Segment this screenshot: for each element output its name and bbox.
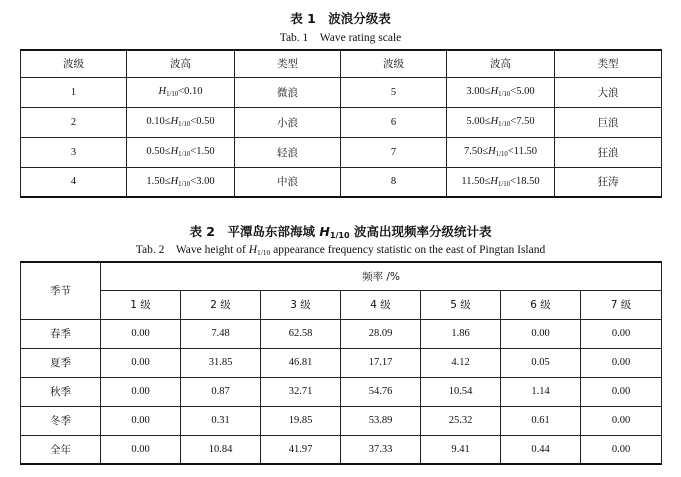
frequency-cell: 32.71 [261,377,341,406]
frequency-cell: 54.76 [341,377,421,406]
frequency-cell: 62.58 [261,319,341,348]
frequency-cell: 0.00 [101,406,181,435]
frequency-cell: 0.00 [581,348,662,377]
table1-caption-en: Tab. 1 Wave rating scale [279,32,402,44]
frequency-cell: 4.12 [421,348,501,377]
frequency-cell: 28.09 [341,319,421,348]
frequency-cell: 0.44 [501,435,581,464]
frequency-cell: 25.32 [421,406,501,435]
header-grade: 6 级 [501,290,581,319]
frequency-cell: 0.00 [581,377,662,406]
frequency-cell: 0.31 [181,406,261,435]
wave-type-cell: 大浪 [555,77,662,107]
table1-header-row [21,50,662,77]
header-wave-level: 波级 [341,50,447,77]
header-grade: 7 级 [581,290,662,319]
frequency-cell: 1.86 [421,319,501,348]
header-season: 季节 [21,262,101,319]
frequency-cell: 53.89 [341,406,421,435]
frequency-cell: 0.05 [501,348,581,377]
wave-height-cell: $H_{1/10}<0.10$ [127,77,235,107]
table-row [21,319,662,348]
frequency-cell: 1.14 [501,377,581,406]
wave-height-cell: $0.50\le H_{1/10}<1.50$ [127,137,235,167]
season-cell: 夏季 [21,348,101,377]
season-cell: 冬季 [21,406,101,435]
frequency-cell: 0.87 [181,377,261,406]
wave-height-cell: $7.50\le H_{1/10}<11.50$ [447,137,555,167]
wave-height-cell: $11.50\le H_{1/10}<18.50$ [447,167,555,197]
wave-type-cell: 轻浪 [235,137,341,167]
header-grade: 3 级 [261,290,341,319]
table-row [21,167,662,197]
table2-caption-cn: 表 2 平潭岛东部海域 $H_{1/10}$ 波高出现频率分级统计表 [189,224,492,240]
frequency-cell: 17.17 [341,348,421,377]
table-row [21,406,662,435]
frequency-cell: 0.00 [581,406,662,435]
table-row [21,348,662,377]
header-grade: 5 级 [421,290,501,319]
wave-level-cell: 1 [21,77,127,107]
header-wave-height: 波高 [447,50,555,77]
wave-level-cell: 7 [341,137,447,167]
frequency-cell: 0.61 [501,406,581,435]
season-cell: 秋季 [21,377,101,406]
wave-type-cell: 狂浪 [555,137,662,167]
frequency-cell: 0.00 [101,377,181,406]
header-grade: 2 级 [181,290,261,319]
table-row [21,107,662,137]
frequency-cell: 0.00 [101,319,181,348]
table-row [21,435,662,464]
wave-type-cell: 巨浪 [555,107,662,137]
table-row [21,77,662,107]
frequency-cell: 0.00 [581,319,662,348]
wave-frequency-table [20,261,662,465]
frequency-cell: 46.81 [261,348,341,377]
frequency-cell: 31.85 [181,348,261,377]
wave-level-cell: 4 [21,167,127,197]
frequency-cell: 0.00 [501,319,581,348]
header-frequency: 频率 /% [101,262,662,290]
wave-type-cell: 微浪 [235,77,341,107]
wave-height-cell: $0.10\le H_{1/10}<0.50$ [127,107,235,137]
wave-level-cell: 6 [341,107,447,137]
header-wave-level: 波级 [21,50,127,77]
frequency-cell: 0.00 [101,435,181,464]
table-row [21,137,662,167]
header-wave-type: 类型 [235,50,341,77]
wave-type-cell: 中浪 [235,167,341,197]
frequency-cell: 9.41 [421,435,501,464]
wave-height-cell: $3.00\le H_{1/10}<5.00$ [447,77,555,107]
wave-height-cell: $5.00\le H_{1/10}<7.50$ [447,107,555,137]
table-row [21,377,662,406]
header-grade: 1 级 [101,290,181,319]
frequency-cell: 0.00 [101,348,181,377]
table2-header-row [21,262,662,290]
wave-rating-table [20,49,662,198]
wave-level-cell: 5 [341,77,447,107]
wave-type-cell: 小浪 [235,107,341,137]
frequency-cell: 41.97 [261,435,341,464]
wave-level-cell: 2 [21,107,127,137]
header-wave-height: 波高 [127,50,235,77]
wave-level-cell: 8 [341,167,447,197]
table1-caption-cn: 表 1 波浪分级表 [290,11,391,26]
table2-caption-en: Tab. 2 Wave height of $H_{1/10}$ appearance frequency statistic on the east of Pingtan Island [135,244,546,257]
frequency-cell: 10.84 [181,435,261,464]
header-grade: 4 级 [341,290,421,319]
season-cell: 春季 [21,319,101,348]
frequency-cell: 0.00 [581,435,662,464]
frequency-cell: 19.85 [261,406,341,435]
frequency-cell: 37.33 [341,435,421,464]
frequency-cell: 7.48 [181,319,261,348]
season-cell: 全年 [21,435,101,464]
wave-height-cell: $1.50\le H_{1/10}<3.00$ [127,167,235,197]
table2-grade-row [21,290,662,319]
frequency-cell: 10.54 [421,377,501,406]
wave-type-cell: 狂涛 [555,167,662,197]
wave-level-cell: 3 [21,137,127,167]
header-wave-type: 类型 [555,50,662,77]
